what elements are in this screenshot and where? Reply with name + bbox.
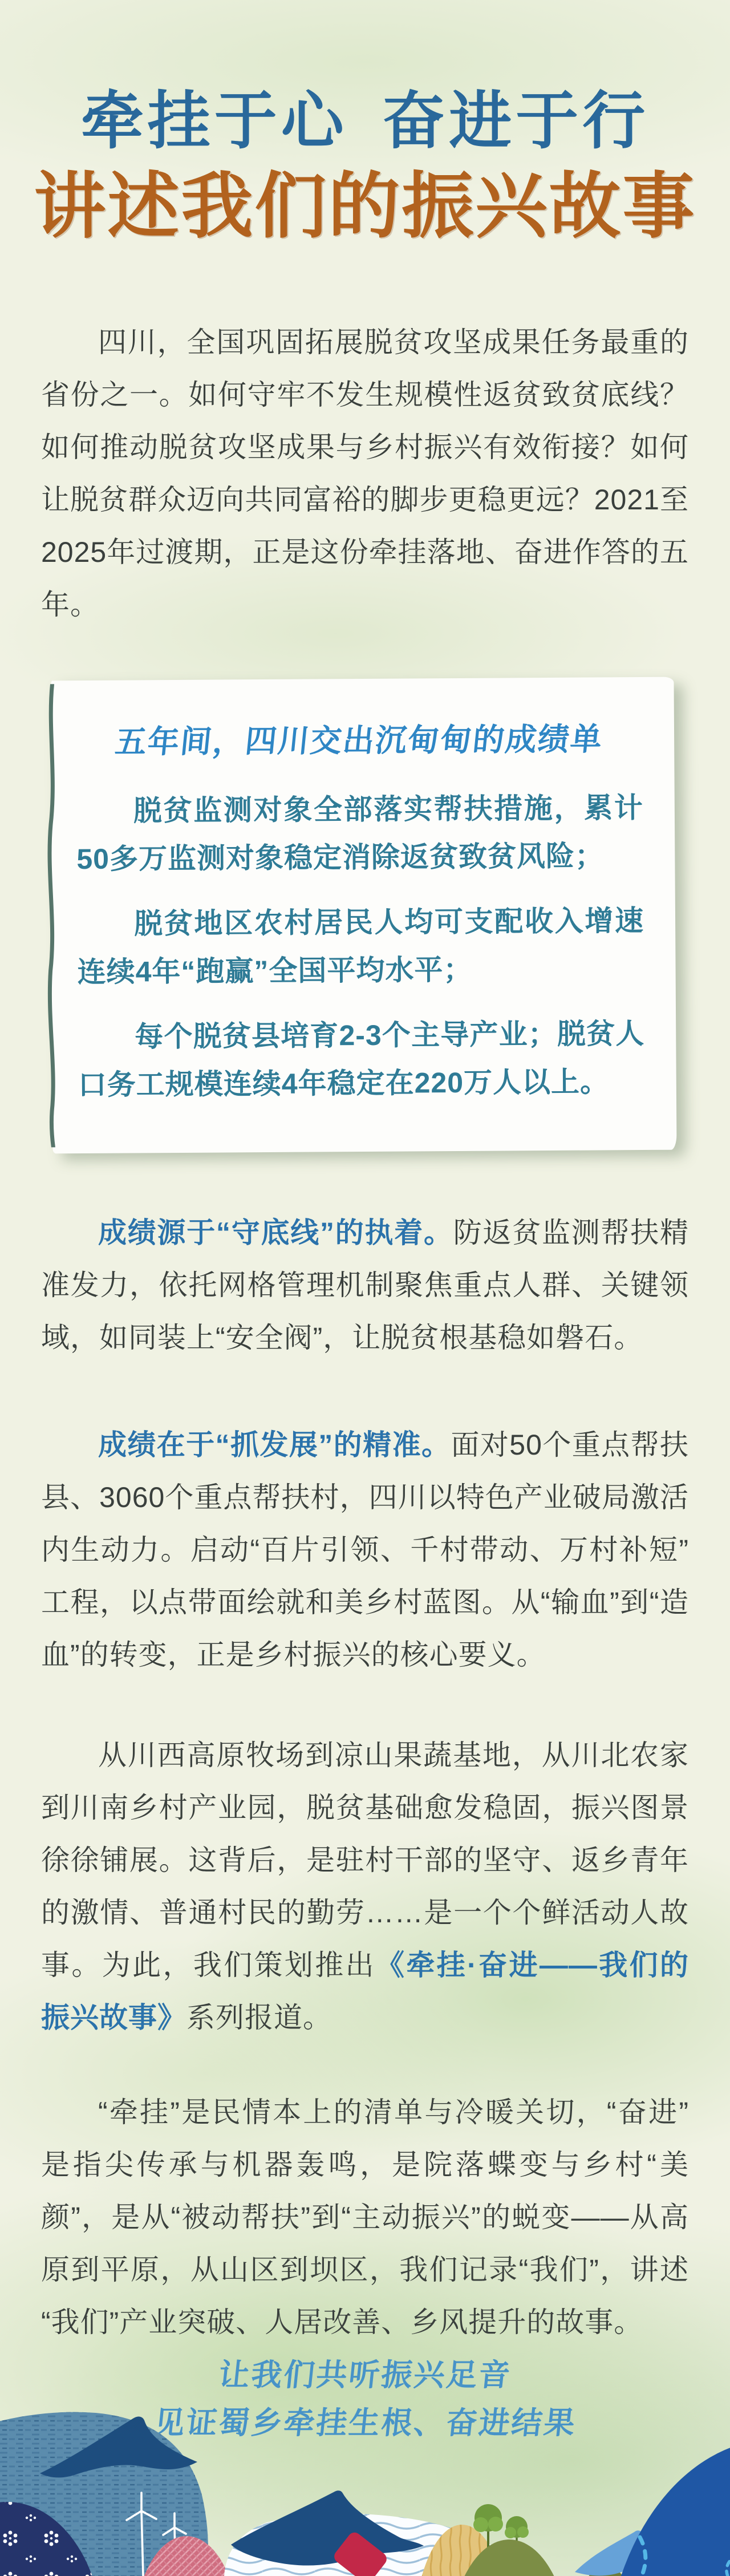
paragraph-shoudixian (41, 1206, 689, 1364)
paragraph-zhuafazhan-text: 面对50个重点帮扶县、3060个重点帮扶村，四川以特色产业破局激活内生动力。启动“百片引领、千村带动、万村补短”工程，以点带面绘就和美乡村蓝图。从“输血”到“造血”的转变，正是乡村振兴的核心要义。 (41, 1429, 689, 1671)
scorecard-card (50, 677, 676, 1154)
title-part-fenjin: 奋进于行 (382, 86, 650, 156)
scorecard-title: 五年间，四川交出沉甸甸的成绩单 (113, 721, 605, 760)
scorecard-item-industry: 每个脱贫县培育2-3个主导产业；脱贫人口务工规模连续4年稳定在220万人以上。 (78, 1018, 645, 1101)
paragraph-stories-text2: 系列报道。 (186, 2002, 332, 2034)
green-brush-edge (43, 684, 61, 1148)
article-body (0, 316, 730, 2447)
series-title: 《牵挂·奋进——我们的振兴故事》 (41, 1949, 690, 2034)
paragraph-stories (41, 1729, 689, 2044)
paragraph-shoudixian-text: 防返贫监测帮扶精准发力，依托网格管理机制聚焦重点人群、关键领域，如同装上“安全阀”，让脱贫根基稳如磐石。 (41, 1217, 689, 1354)
slogan-line2: 见证蜀乡牵挂生根、奋进结果 (152, 2406, 578, 2441)
slogan-line1: 让我们共听振兴足音 (217, 2358, 513, 2393)
scorecard-item-monitoring: 脱贫监测对象全部落实帮扶措施，累计50多万监测对象稳定消除返贫致贫风险； (76, 792, 644, 876)
paragraph-stories-text1: 从川西高原牧场到凉山果蔬基地，从川北农家到川南乡村产业园，脱贫基础愈发稳固，振兴图景徐徐铺展。这背后，是驻村干部的坚守、返乡青年的激情、普通村民的勤劳……是一个个鲜活动人故事。为此，我们策划推出 (41, 1739, 689, 1982)
page-title-line2: 讲述我们的振兴故事 (34, 165, 696, 246)
page-title-line1 (0, 84, 730, 159)
paragraph-meaning (41, 2086, 689, 2348)
scorecard-item-income: 脱贫地区农村居民人均可支配收入增速连续4年“跑赢”全国平均水平； (77, 905, 644, 989)
paragraph-intro (41, 316, 689, 631)
title-part-qianggua: 牵挂于心 (80, 86, 348, 156)
paragraph-intro-text: 四川，全国巩固拓展脱贫攻坚成果任务最重的省份之一。如何守牢不发生规模性返贫致贫底线？如何推动脱贫攻坚成果与乡村振兴有效衔接？如何让脱贫群众迈向共同富裕的脚步更稳更远？2021至2025年过渡期，正是这份牵挂落地、奋进作答的五年。 (41, 326, 689, 621)
landscape-illustration (0, 2405, 730, 2576)
paragraph-meaning-text: “牵挂”是民情本上的清单与冷暖关切，“奋进”是指尖传承与机器轰鸣，是院落蝶变与乡村“美颜”，是从“被动帮扶”到“主动振兴”的蜕变——从高原到平原，从山区到坝区，我们记录“我们”，讲述“我们”产业突破、人居改善、乡风提升的故事。 (41, 2096, 689, 2339)
lead-zhuafazhan: 成绩在于“抓发展”的精准。 (98, 1429, 451, 1461)
lead-shoudixian: 成绩源于“守底线”的执着。 (98, 1217, 453, 1249)
masthead (0, 0, 730, 249)
paragraph-zhuafazhan (41, 1419, 689, 1681)
